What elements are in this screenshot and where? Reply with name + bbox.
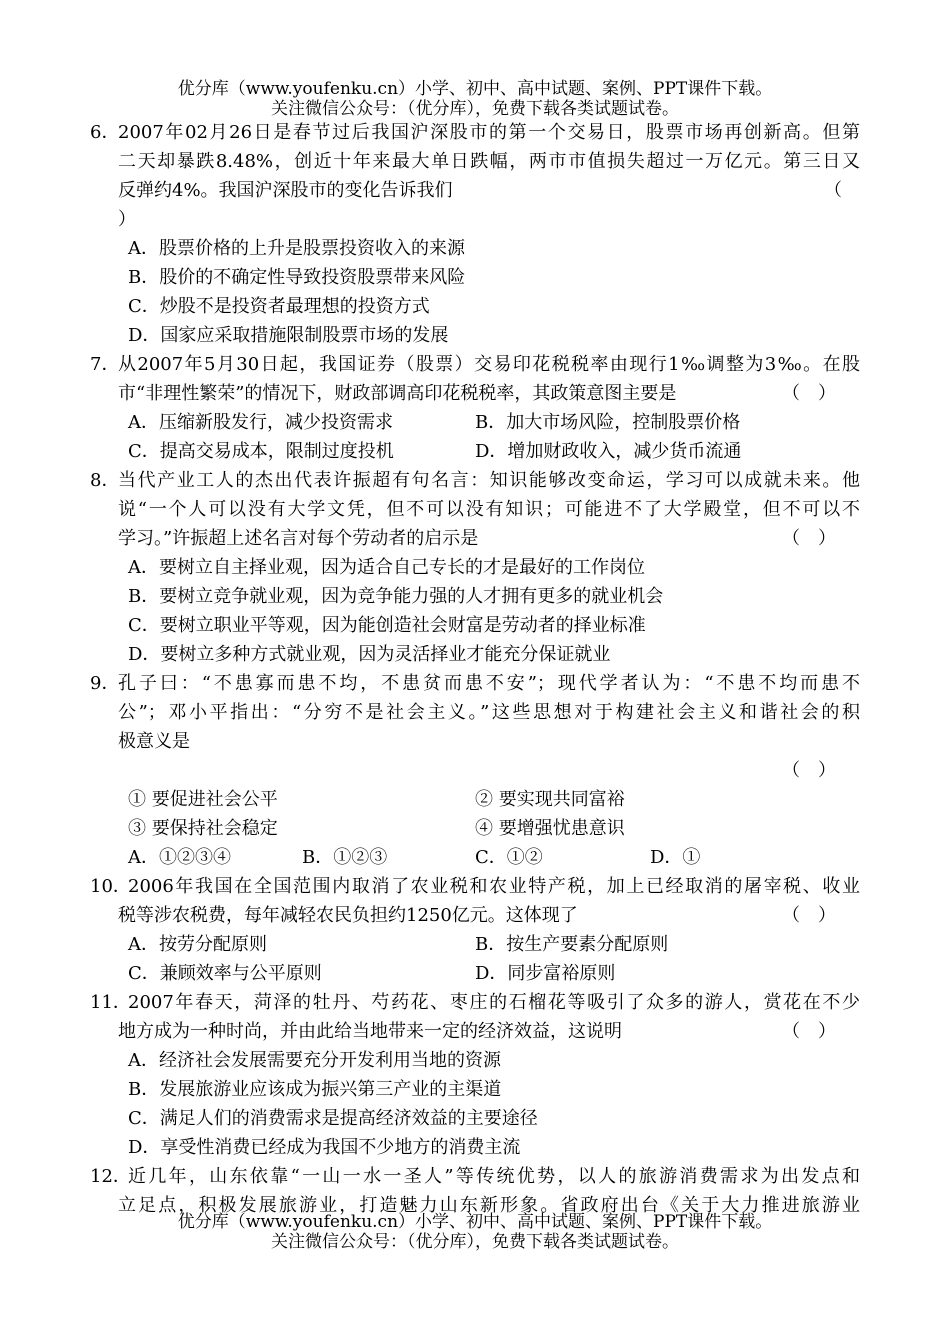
question-text: 2007年02月26日是春节过后我国沪深股市的第一个交易日，股票市场再创新高。但第 <box>118 122 860 143</box>
option-c: C．①② <box>475 847 543 868</box>
option-a: A．①②③④ <box>128 847 231 868</box>
answer-bracket: （ ） <box>782 383 836 404</box>
answer-bracket: （ ） <box>782 905 836 926</box>
question-text: 反弹约4%。我国沪深股市的变化告诉我们 <box>118 180 453 201</box>
option-b: B．①②③ <box>302 847 388 868</box>
option-d: D．① <box>650 847 701 868</box>
statement-1: ① 要促进社会公平 <box>128 789 278 810</box>
question-number: 11． <box>90 992 131 1013</box>
footer-line-1: 优分库（www.youfenku.cn）小学、初中、高中试题、案例、PPT课件下载。 <box>177 1212 773 1232</box>
answer-bracket: ） <box>118 209 136 230</box>
option-d: D．同步富裕原则 <box>475 963 616 984</box>
answer-bracket: （ ） <box>782 1021 836 1042</box>
question-number: 8． <box>90 470 120 491</box>
question-number: 7． <box>90 354 120 375</box>
question-number: 12． <box>90 1166 131 1187</box>
statement-3: ③ 要保持社会稳定 <box>128 818 278 839</box>
header-line-2: 关注微信公众号：（优分库），免费下载各类试题试卷。 <box>271 99 679 119</box>
question-text: 立足点，积极发展旅游业，打造魅力山东新形象。省政府出台《关于大力推进旅游业 <box>118 1195 860 1216</box>
option-b: B．按生产要素分配原则 <box>475 934 669 955</box>
question-8 <box>90 466 860 669</box>
option-a: A．压缩新股发行，减少投资需求 <box>128 412 393 433</box>
question-text: 从2007年5月30日起，我国证券（股票）交易印花税税率由现行1‰调整为3‰。在股 <box>118 354 860 375</box>
question-text: 孔子曰：“不患寡而患不均，不患贫而患不安”；现代学者认为：“不患不均而患不 <box>118 673 860 694</box>
option-a: A．要树立自主择业观，因为适合自己专长的才是最好的工作岗位 <box>128 557 645 578</box>
statement-4: ④ 要增强忧患意识 <box>475 818 625 839</box>
option-c: C．要树立职业平等观，因为能创造社会财富是劳动者的择业标准 <box>128 615 646 636</box>
question-content <box>90 118 860 1220</box>
option-a: A．经济社会发展需要充分开发利用当地的资源 <box>128 1050 501 1071</box>
question-number: 6． <box>90 122 120 143</box>
question-text: 学习。”许振超上述名言对每个劳动者的启示是 <box>118 528 479 549</box>
option-d: D．增加财政收入，减少货币流通 <box>475 441 742 462</box>
question-text: 近几年，山东依靠“一山一水一圣人”等传统优势，以人的旅游消费需求为出发点和 <box>128 1166 860 1187</box>
footer-line-2: 关注微信公众号：（优分库），免费下载各类试题试卷。 <box>271 1232 679 1252</box>
option-c: C．满足人们的消费需求是提高经济效益的主要途径 <box>128 1108 538 1129</box>
question-number: 10． <box>90 876 131 897</box>
option-b: B．要树立竞争就业观，因为竞争能力强的人才拥有更多的就业机会 <box>128 586 664 607</box>
question-10 <box>90 872 860 988</box>
question-text: 地方成为一种时尚，并由此给当地带来一定的经济效益，这说明 <box>118 1021 622 1042</box>
option-d: D．享受性消费已经成为我国不少地方的消费主流 <box>128 1137 521 1158</box>
option-c: C．炒股不是投资者最理想的投资方式 <box>128 296 430 317</box>
question-6 <box>90 118 860 350</box>
option-c: C．兼顾效率与公平原则 <box>128 963 322 984</box>
question-7 <box>90 350 860 466</box>
option-d: D．国家应采取措施限制股票市场的发展 <box>128 325 449 346</box>
answer-bracket: （ <box>824 180 842 201</box>
question-text: 当代产业工人的杰出代表许振超有句名言：知识能够改变命运，学习可以成就未来。他 <box>118 470 860 491</box>
question-text: 公”；邓小平指出：“分穷不是社会主义。”这些思想对于构建社会主义和谐社会的积 <box>118 702 860 723</box>
option-c: C．提高交易成本，限制过度投机 <box>128 441 394 462</box>
header-line-1: 优分库（www.youfenku.cn）小学、初中、高中试题、案例、PPT课件下载。 <box>177 79 773 99</box>
question-text: 2007年春天，菏泽的牡丹、芍药花、枣庄的石榴花等吸引了众多的游人，赏花在不少 <box>128 992 860 1013</box>
question-text: 税等涉农税费，每年减轻农民负担约1250亿元。这体现了 <box>118 905 578 926</box>
option-d: D．要树立多种方式就业观，因为灵活择业才能充分保证就业 <box>128 644 611 665</box>
answer-bracket: （ ） <box>782 760 836 781</box>
option-a: A．股票价格的上升是股票投资收入的来源 <box>128 238 465 259</box>
question-text: 二天却暴跌8.48%，创近十年来最大单日跌幅，两市市值损失超过一万亿元。第三日又 <box>118 151 860 172</box>
statement-2: ② 要实现共同富裕 <box>475 789 625 810</box>
option-b: B．发展旅游业应该成为振兴第三产业的主渠道 <box>128 1079 502 1100</box>
question-number: 9． <box>90 673 120 694</box>
question-text: 极意义是 <box>118 731 190 752</box>
option-b: B．股价的不确定性导致投资股票带来风险 <box>128 267 466 288</box>
question-9 <box>90 669 860 872</box>
option-b: B．加大市场风险，控制股票价格 <box>475 412 741 433</box>
answer-bracket: （ ） <box>782 528 836 549</box>
option-a: A．按劳分配原则 <box>128 934 267 955</box>
question-text: 2006年我国在全国范围内取消了农业税和农业特产税，加上已经取消的屠宰税、收业 <box>128 876 860 897</box>
question-text: 说“一个人可以没有大学文凭，但不可以没有知识；可能进不了大学殿堂，但不可以不 <box>118 499 860 520</box>
question-11 <box>90 988 860 1162</box>
question-text: 市“非理性繁荣”的情况下，财政部调高印花税税率，其政策意图主要是 <box>118 383 677 404</box>
